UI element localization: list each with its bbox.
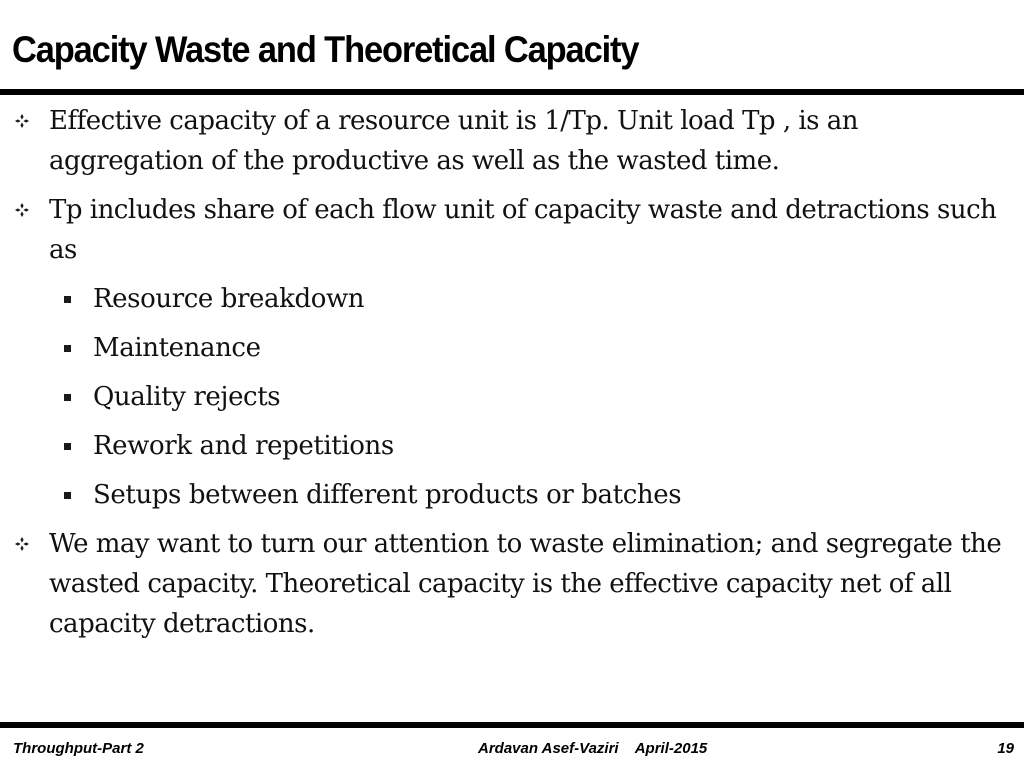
- bullet-text: Effective capacity of a resource unit is 1/Tp. Unit load Tp , is an aggregation of the productive as well as the wasted time.: [49, 106, 859, 176]
- footer-course-title: Throughput-Part 2: [13, 740, 144, 757]
- bullet-text: Tp includes share of each flow unit of capacity waste and detractions such as: [49, 195, 997, 265]
- bullet-text: We may want to turn our attention to waste elimination; and segregate the wasted capacity. Theoretical capacity is the effective capacity net of all capacity detractions.: [49, 529, 1002, 639]
- sub-bullet-text: Quality rejects: [93, 382, 281, 412]
- sub-bullet-text: Resource breakdown: [93, 284, 365, 314]
- sub-bullet-item: [0, 426, 1024, 466]
- page-number: 19: [997, 740, 1014, 757]
- sub-bullet-text: Maintenance: [93, 333, 261, 363]
- sub-bullet-item: [0, 279, 1024, 319]
- square-bullet-icon: [64, 296, 71, 303]
- diamond-bullet-icon: [15, 537, 29, 551]
- sub-bullet-item: [0, 328, 1024, 368]
- slide-title: Capacity Waste and Theoretical Capacity: [12, 29, 639, 70]
- footer-author-date: [478, 740, 707, 757]
- sub-bullet-text: Setups between different products or batches: [93, 480, 682, 510]
- square-bullet-icon: [64, 345, 71, 352]
- square-bullet-icon: [64, 394, 71, 401]
- sub-bullet-item: [0, 475, 1024, 515]
- sub-bullet-item: [0, 377, 1024, 417]
- title-divider: [0, 89, 1024, 95]
- square-bullet-icon: [64, 492, 71, 499]
- diamond-bullet-icon: [15, 203, 29, 217]
- diamond-bullet-icon: [15, 114, 29, 128]
- slide-body: [0, 101, 1024, 653]
- bullet-item: [0, 101, 1024, 181]
- bullet-item: [0, 190, 1024, 270]
- sub-bullet-text: Rework and repetitions: [93, 431, 394, 461]
- footer-divider: [0, 722, 1024, 728]
- footer-author-date-text: Ardavan Asef-Vaziri April-2015: [478, 740, 708, 757]
- bullet-item: [0, 524, 1024, 644]
- square-bullet-icon: [64, 443, 71, 450]
